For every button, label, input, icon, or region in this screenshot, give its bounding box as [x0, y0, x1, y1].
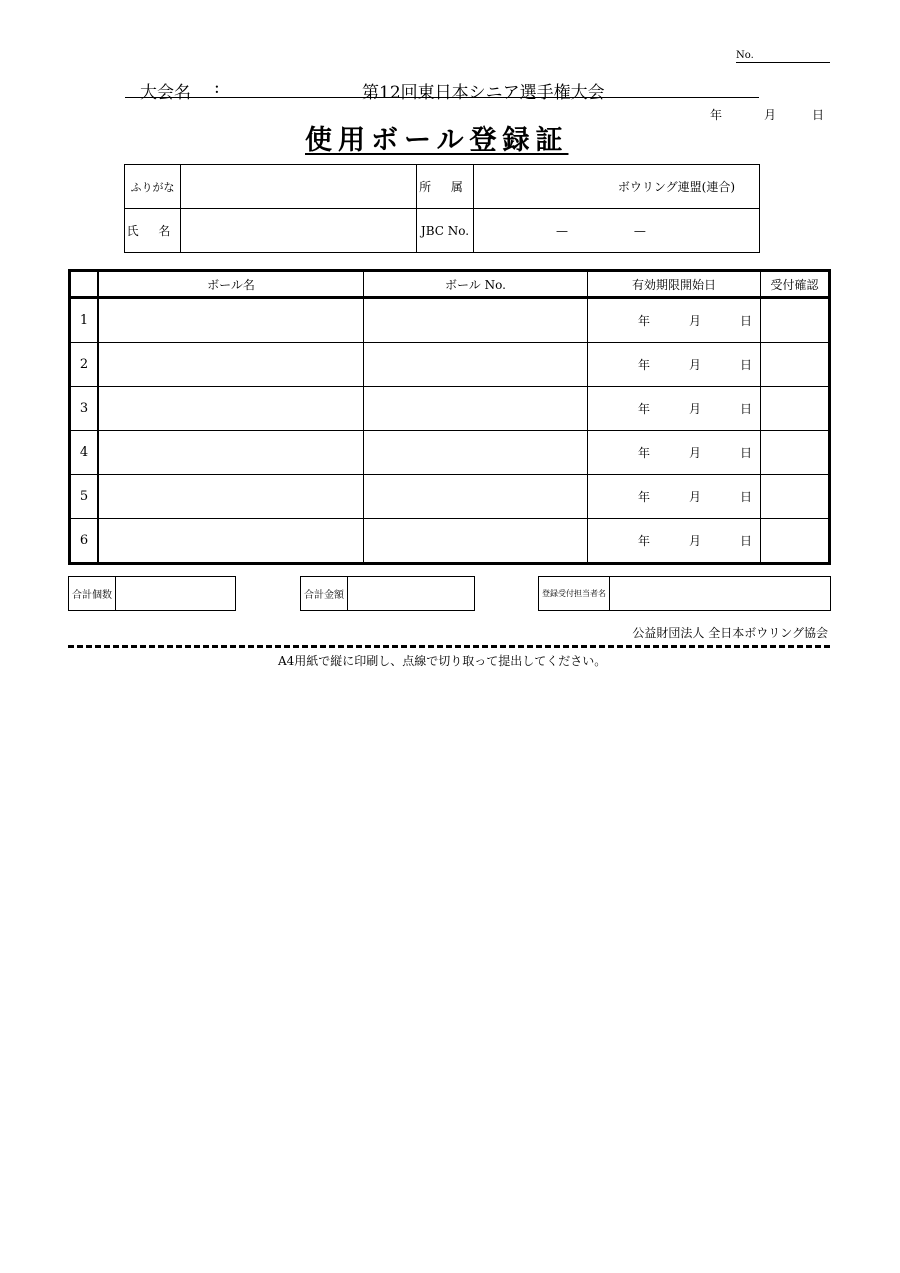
jbc-field[interactable]: [474, 209, 760, 253]
jbc-label: JBC No.: [417, 209, 474, 253]
row-number: 5: [70, 475, 99, 519]
row-number: 6: [70, 519, 99, 564]
name-field[interactable]: [181, 209, 417, 253]
date-month: 月: [688, 490, 701, 504]
form-number-label: No.: [736, 50, 830, 63]
tournament-underline: [125, 97, 759, 98]
valid-date-cell[interactable]: [588, 475, 761, 519]
jbc-dash-1: —: [556, 223, 568, 238]
date-year: 年: [638, 534, 651, 548]
valid-date-cell[interactable]: [588, 387, 761, 431]
table-row: [70, 431, 830, 475]
table-row: [70, 298, 830, 343]
valid-date-cell[interactable]: [588, 343, 761, 387]
table-row: [70, 387, 830, 431]
row-number: 3: [70, 387, 99, 431]
receipt-cell[interactable]: [761, 298, 830, 343]
name-label: 氏 名: [125, 209, 181, 253]
affiliation-suffix: ボウリング連盟(連合): [617, 180, 735, 194]
ball-no-cell[interactable]: [364, 298, 588, 343]
jbc-dash-2: —: [633, 223, 646, 238]
row-number: 2: [70, 343, 99, 387]
total-count-box[interactable]: [68, 576, 236, 611]
furigana-field[interactable]: [181, 165, 417, 209]
ball-no-cell[interactable]: [364, 343, 588, 387]
col-header-receipt: 受付確認: [761, 271, 830, 298]
valid-date-cell[interactable]: [588, 431, 761, 475]
ball-name-cell[interactable]: [98, 343, 364, 387]
col-header-num: [70, 271, 99, 298]
receipt-cell[interactable]: [761, 343, 830, 387]
ball-name-cell[interactable]: [98, 387, 364, 431]
row-number: 1: [70, 298, 99, 343]
ball-no-cell[interactable]: [364, 431, 588, 475]
ball-no-cell[interactable]: [364, 475, 588, 519]
receipt-cell[interactable]: [761, 519, 830, 564]
issue-date-year: 年: [710, 108, 723, 122]
affiliation-label: 所 属: [417, 165, 474, 209]
issue-date-month: 月: [764, 108, 777, 122]
date-month: 月: [688, 402, 701, 416]
total-count-label: 合計個数: [69, 577, 116, 610]
date-month: 月: [688, 358, 701, 372]
date-month: 月: [688, 534, 701, 548]
col-header-ball-name: ボール名: [98, 271, 364, 298]
date-year: 年: [638, 490, 651, 504]
valid-date-cell[interactable]: [588, 298, 761, 343]
receipt-cell[interactable]: [761, 475, 830, 519]
affiliation-field[interactable]: [474, 165, 760, 209]
ball-name-cell[interactable]: [98, 519, 364, 564]
cut-line: [68, 645, 830, 648]
date-day: 日: [739, 314, 752, 328]
ball-registration-table: [68, 269, 831, 565]
total-amount-label: 合計金額: [301, 577, 348, 610]
furigana-label: ふりがな: [125, 165, 181, 209]
receipt-cell[interactable]: [761, 431, 830, 475]
ball-name-cell[interactable]: [98, 431, 364, 475]
applicant-info-table: [124, 164, 760, 253]
col-header-ball-no: ボール No.: [364, 271, 588, 298]
page-title: 使用ボール登録証: [305, 125, 569, 156]
valid-date-cell[interactable]: [588, 519, 761, 564]
ball-name-cell[interactable]: [98, 298, 364, 343]
ball-no-cell[interactable]: [364, 519, 588, 564]
date-month: 月: [688, 314, 701, 328]
association-name: 公益財団法人 全日本ボウリング協会: [632, 626, 828, 640]
date-year: 年: [638, 446, 651, 460]
ball-no-cell[interactable]: [364, 387, 588, 431]
date-day: 日: [739, 490, 752, 504]
date-day: 日: [739, 402, 752, 416]
tournament-colon: :: [214, 78, 220, 98]
receiver-box[interactable]: [538, 576, 831, 611]
table-row: [70, 475, 830, 519]
date-year: 年: [638, 402, 651, 416]
col-header-valid-date: 有効期限開始日: [588, 271, 761, 298]
date-year: 年: [638, 358, 651, 372]
issue-date-day: 日: [812, 108, 825, 122]
tournament-name: 第12回東日本シニア選手権大会: [362, 83, 605, 103]
date-day: 日: [739, 446, 752, 460]
date-day: 日: [739, 534, 752, 548]
table-row: [70, 519, 830, 564]
receiver-label: 登録受付担当者名: [539, 577, 610, 610]
receipt-cell[interactable]: [761, 387, 830, 431]
date-day: 日: [739, 358, 752, 372]
row-number: 4: [70, 431, 99, 475]
date-year: 年: [638, 314, 651, 328]
total-amount-box[interactable]: [300, 576, 475, 611]
print-instruction: A4用紙で縦に印刷し、点線で切り取って提出してください。: [278, 654, 607, 668]
date-month: 月: [688, 446, 701, 460]
ball-name-cell[interactable]: [98, 475, 364, 519]
tournament-label: 大会名: [140, 83, 191, 103]
table-row: [70, 343, 830, 387]
